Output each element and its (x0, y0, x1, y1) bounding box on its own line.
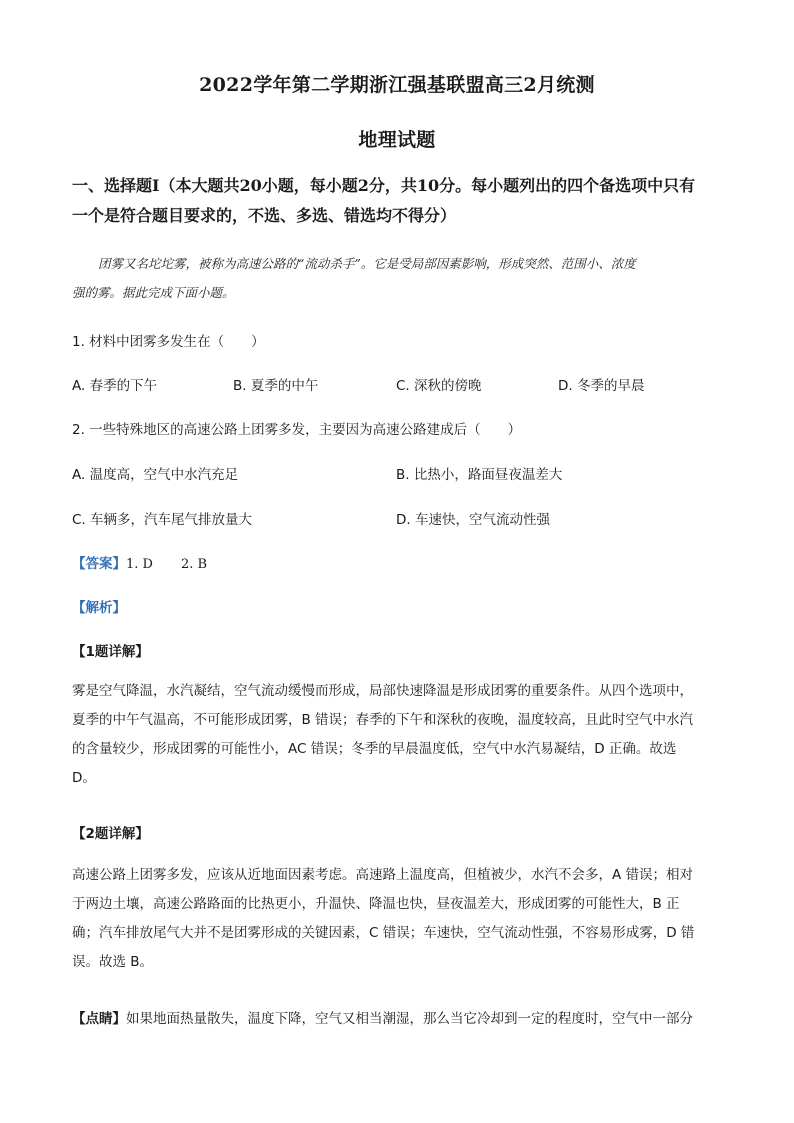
tip-row (72, 1007, 693, 1027)
detail-2-line: 确；汽车排放尾气大并不是团雾形成的关键因素，C 错误；车速快，空气流动性强，不容易形成雾，D 错 (72, 925, 695, 941)
question-1-stem: 1. 材料中团雾多发生在（ ） (72, 334, 265, 350)
section-heading (72, 171, 732, 231)
q1-option-d: D. 冬季的早晨 (558, 378, 645, 394)
q1-option-a: A. 春季的下午 (72, 378, 158, 394)
detail-2-line: 误。故选 B。 (72, 954, 154, 970)
analysis-heading (72, 596, 126, 616)
q1-option-c: C. 深秋的傍晚 (396, 378, 482, 394)
detail-1-line: 雾是空气降温，水汽凝结，空气流动缓慢而形成，局部快速降温是形成团雾的重要条件。从四个选项中， (72, 683, 693, 699)
q2-option-a: A. 温度高，空气中水汽充足 (72, 467, 239, 483)
q2-option-c: C. 车辆多，汽车尾气排放量大 (72, 512, 253, 528)
page-subtitle: 地理试题 (358, 129, 436, 151)
question-2-stem: 2. 一些特殊地区的高速公路上团雾多发，主要因为高速公路建成后（ ） (72, 422, 522, 438)
detail-2-heading: 【2题详解】 (72, 826, 149, 842)
detail-2-line: 高速公路上团雾多发，应该从近地面因素考虑。高速路上温度高，但植被少，水汽不会多，A 错误；相对 (72, 867, 694, 883)
detail-1-line: D。 (72, 770, 96, 786)
tip-label: 【点睛】 (72, 1011, 126, 1027)
q2-option-d: D. 车速快，空气流动性强 (396, 512, 550, 528)
q1-option-b: B. 夏季的中午 (233, 378, 319, 394)
section-heading-line: 一、选择题Ⅰ（本大题共20小题，每小题2分，共10分。每小题列出的四个备选项中只有 (72, 176, 696, 195)
detail-1-line: 夏季的中午气温高，不可能形成团雾，B 错误；春季的下午和深秋的夜晚，温度较高，且此时空气中水汽 (72, 712, 694, 728)
answer-2: 2. B (180, 557, 208, 572)
answer-label: 【答案】 (72, 556, 126, 572)
detail-2-line: 于两边土壤，高速公路路面的比热更小，升温快、降温也快，昼夜温差大，形成团雾的可能性大，B 正 (72, 896, 680, 912)
q2-option-b: B. 比热小，路面昼夜温差大 (396, 467, 563, 483)
material-text (72, 249, 722, 307)
detail-1-heading: 【1题详解】 (72, 644, 149, 660)
detail-1-line: 的含量较少，形成团雾的可能性小，AC 错误；冬季的早晨温度低，空气中水汽易凝结，D 正确。故选 (72, 741, 677, 757)
tip-text: 如果地面热量散失，温度下降，空气又相当潮湿，那么当它冷却到一定的程度时，空气中一部分 (126, 1011, 693, 1027)
section-heading-line: 一个是符合题目要求的，不选、多选、错选均不得分） (72, 206, 457, 225)
answer-row (72, 552, 207, 572)
detail-2-body (72, 861, 724, 977)
detail-1-body (72, 677, 724, 793)
material-line: 团雾又名坨坨雾，被称为高速公路的“流动杀手”。它是受局部因素影响，形成突然、范围小、浓度 (98, 256, 636, 271)
answer-1: 1. D (126, 557, 153, 572)
page-title: 2022学年第二学期浙江强基联盟高三2月统测 (199, 74, 595, 96)
material-line: 强的雾。据此完成下面小题。 (72, 285, 235, 300)
analysis-label: 【解析】 (72, 600, 126, 616)
